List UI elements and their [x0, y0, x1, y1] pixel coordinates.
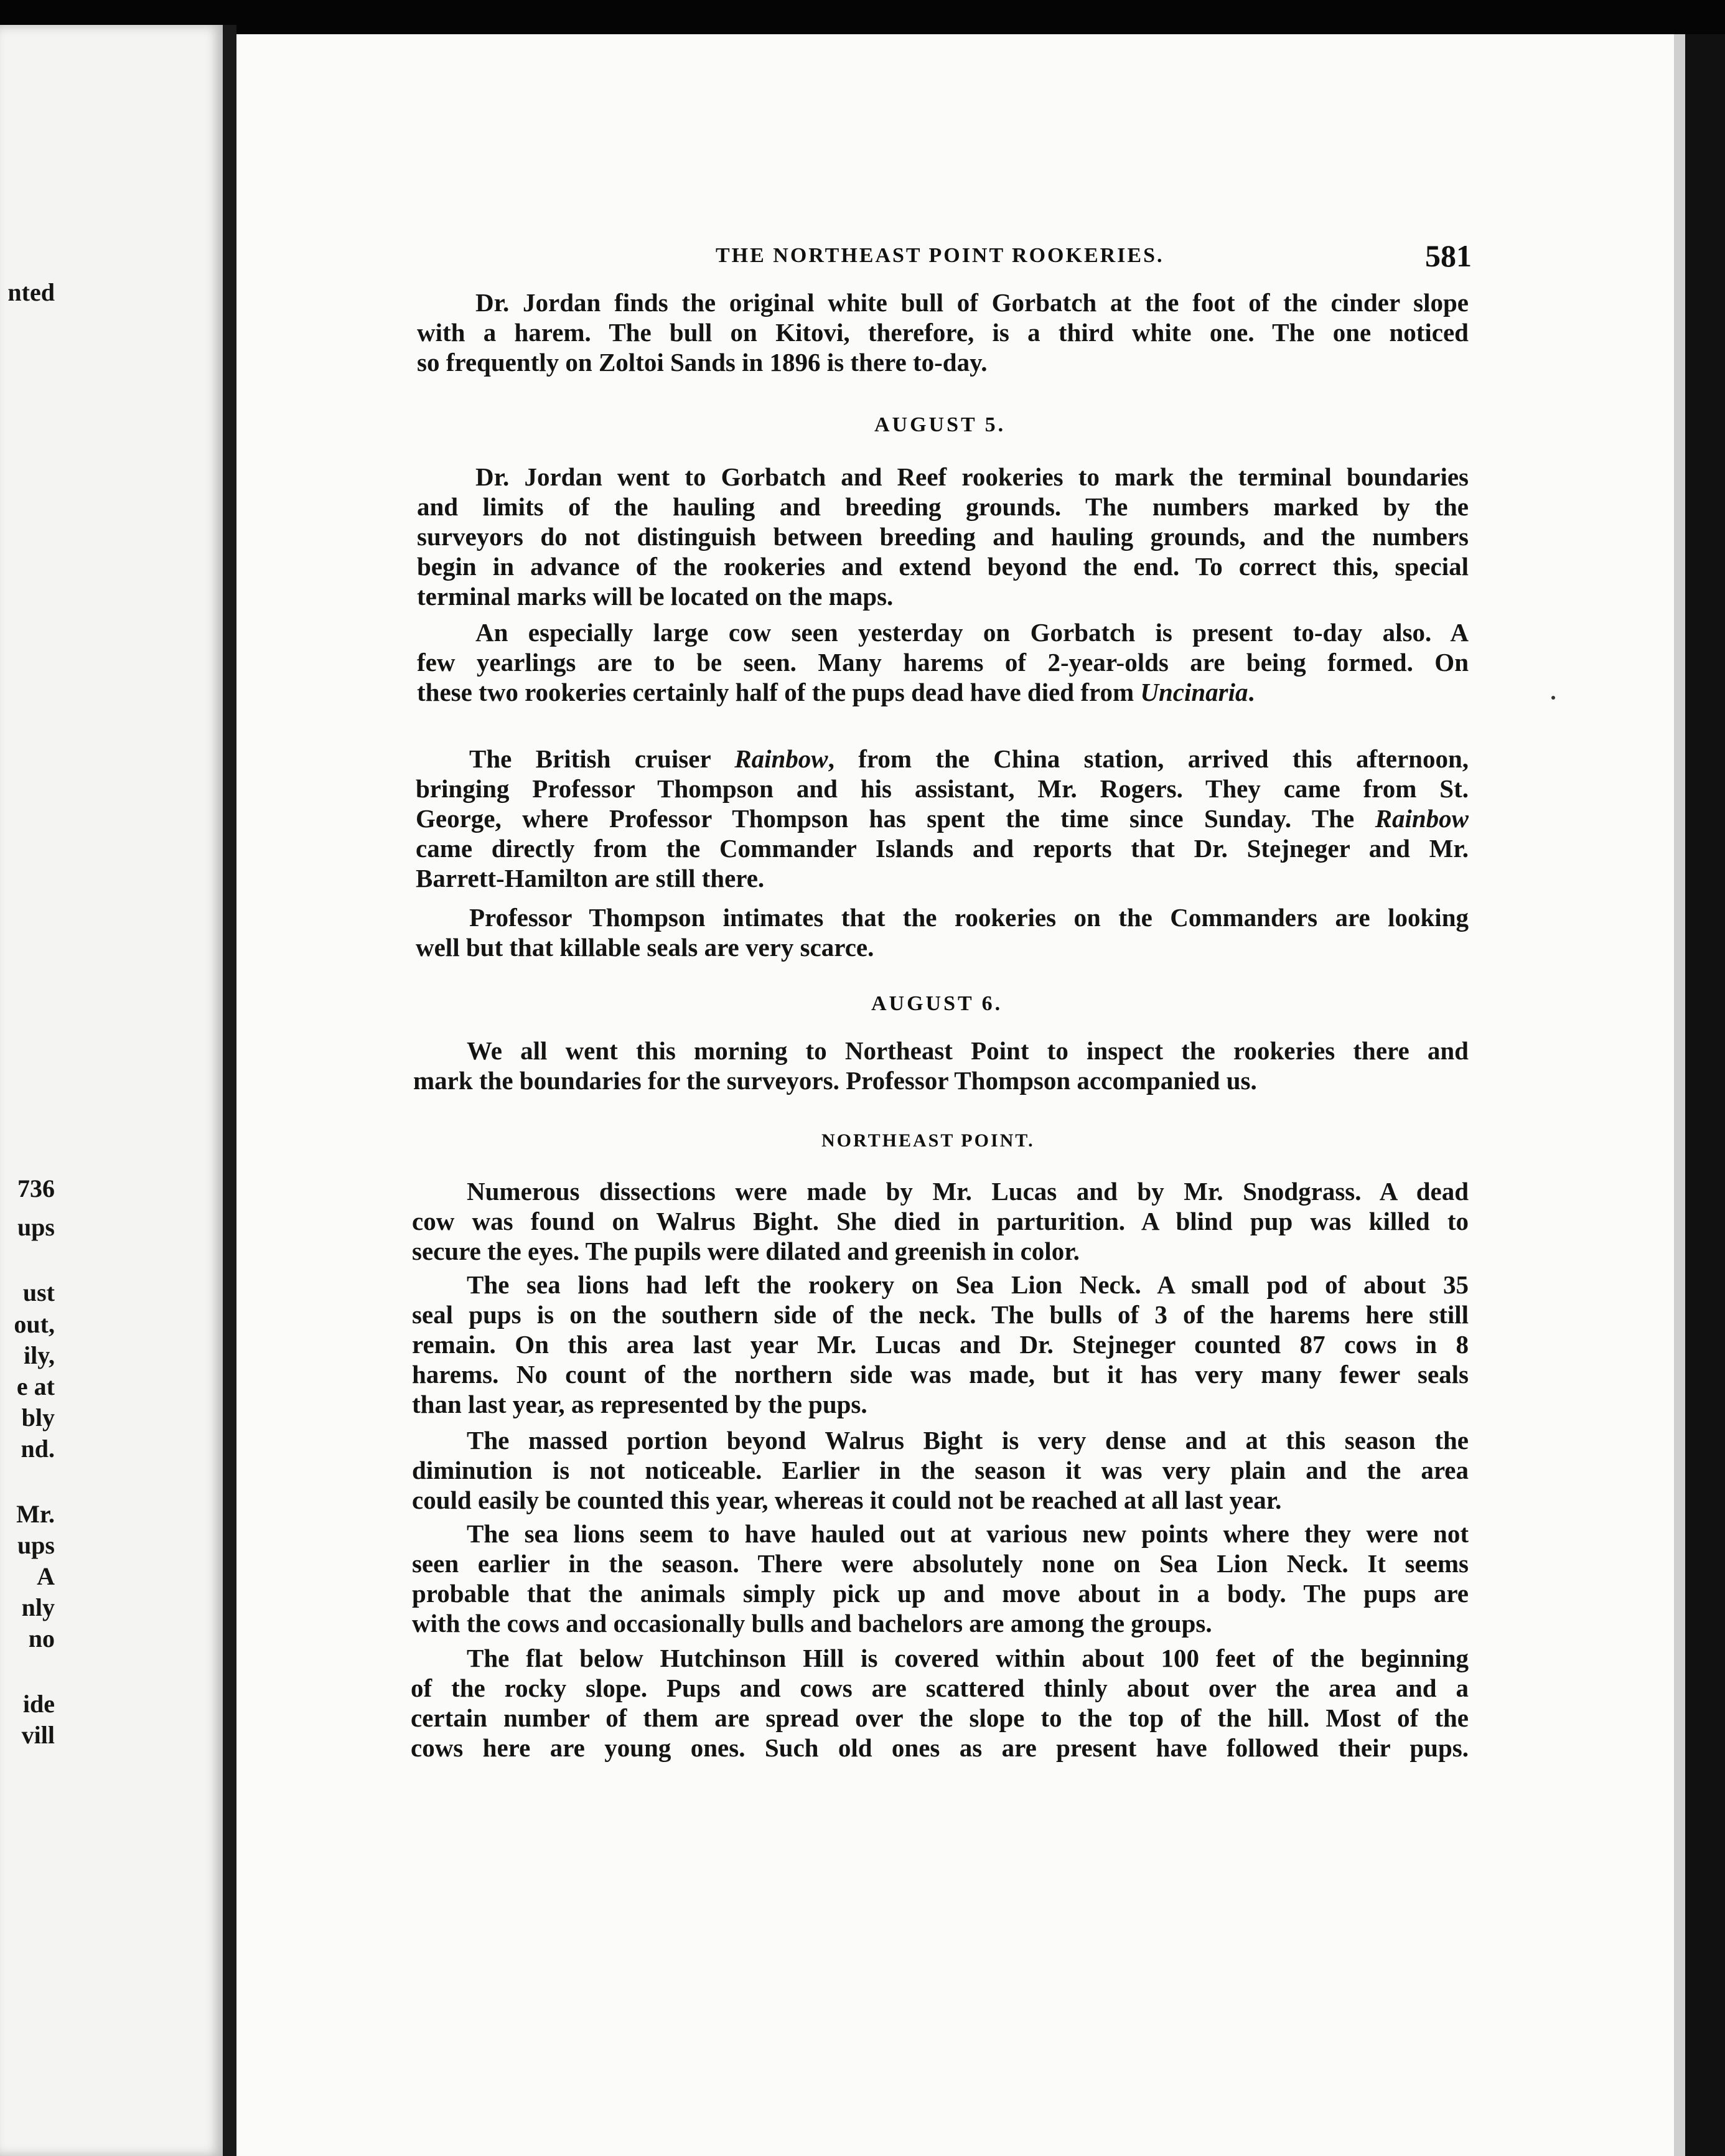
left-fragment: bly	[21, 1404, 55, 1432]
text-line: certain number of them are spread over the slope to the top of the hill. Most of the	[411, 1704, 1469, 1732]
paragraph	[417, 617, 1469, 707]
text-line: surveyors do not distinguish between breeding and hauling grounds, and the numbers	[417, 522, 1469, 551]
left-fragment: e at	[16, 1372, 55, 1400]
text-line: begin in advance of the rookeries and extend beyond the end. To correct this, special	[417, 552, 1469, 581]
text-line: The sea lions had left the rookery on Sea Lion Neck. A small pod of about 35	[467, 1270, 1469, 1299]
left-fragment: 736	[17, 1174, 55, 1202]
text-line: We all went this morning to Northeast Point to inspect the rookeries there and	[467, 1036, 1469, 1065]
text-line: seal pups is on the southern side of the neck. The bulls of 3 of the harems here still	[412, 1300, 1469, 1329]
subsection-heading: NORTHEAST POINT.	[821, 1130, 1035, 1151]
page-number: 581	[1425, 238, 1472, 273]
text-line: Dr. Jordan went to Gorbatch and Reef rookeries to mark the terminal boundaries	[475, 462, 1469, 491]
paragraph	[412, 1270, 1469, 1419]
left-fragment: ily,	[23, 1341, 55, 1369]
left-fragment: ups	[17, 1213, 55, 1241]
text-line: so frequently on Zoltoi Sands in 1896 is there to-day.	[417, 348, 988, 377]
page-edge	[1674, 34, 1725, 2156]
text-line: The massed portion beyond Walrus Bight is very dense and at this season the	[467, 1426, 1469, 1455]
text-line: Professor Thompson intimates that the rookeries on the Commanders are looking	[469, 903, 1469, 932]
paragraph	[412, 1519, 1469, 1638]
text-line: remain. On this area last year Mr. Lucas and Dr. Stejneger counted 87 cows in 8	[412, 1330, 1469, 1359]
text-line: with the cows and occasionally bulls and bachelors are among the groups.	[412, 1609, 1212, 1638]
text-line: these two rookeries certainly half of the pups dead have died from Uncinaria.	[417, 678, 1255, 706]
paragraph	[412, 1176, 1469, 1266]
running-title: THE NORTHEAST POINT ROOKERIES.	[716, 244, 1164, 267]
left-fragment: nted	[7, 278, 55, 306]
text-line: of the rocky slope. Pups and cows are scattered thinly about over the area and a	[411, 1674, 1469, 1702]
text-line: Dr. Jordan finds the original white bull of Gorbatch at the foot of the cinder slope	[475, 288, 1469, 317]
left-fragment: Mr.	[16, 1500, 55, 1528]
text-line: came directly from the Commander Islands and reports that Dr. Stejneger and Mr.	[416, 834, 1469, 863]
text-line: Barrett-Hamilton are still there.	[416, 864, 765, 893]
left-fragment: vill	[21, 1721, 55, 1749]
section-heading: AUGUST 5.	[874, 413, 1006, 436]
text-line: An especially large cow seen yesterday on Gorbatch is present to-day also. A	[475, 618, 1469, 647]
text-line: and limits of the hauling and breeding grounds. The numbers marked by the	[417, 492, 1469, 521]
scan-speck	[1551, 696, 1555, 700]
paragraph	[417, 288, 1469, 377]
text-line: diminution is not noticeable. Earlier in the season it was very plain and the area	[412, 1456, 1469, 1484]
text-line: probable that the animals simply pick up and move about in a body. The pups are	[412, 1579, 1469, 1608]
text-line: George, where Professor Thompson has spent the time since Sunday. The Rainbow	[416, 804, 1469, 833]
left-fragment: out,	[14, 1310, 55, 1338]
text-line: than last year, as represented by the pups.	[412, 1390, 867, 1418]
text-line: cows here are young ones. Such old ones as are present have followed their pups.	[411, 1733, 1469, 1762]
paragraph	[411, 1643, 1469, 1763]
paragraph	[416, 744, 1469, 893]
text-line: seen earlier in the season. There were absolutely none on Sea Lion Neck. It seems	[412, 1549, 1469, 1578]
text-line: The sea lions seem to have hauled out at various new points where they were not	[467, 1519, 1469, 1548]
text-line: with a harem. The bull on Kitovi, therefore, is a third white one. The one noticed	[417, 318, 1469, 347]
text-line: bringing Professor Thompson and his assistant, Mr. Rogers. They came from St.	[416, 774, 1469, 803]
left-page	[0, 25, 223, 2156]
book-gutter	[223, 25, 236, 2156]
text-line: The British cruiser Rainbow, from the China station, arrived this afternoon,	[469, 744, 1469, 773]
text-line: mark the boundaries for the surveyors. Professor Thompson accompanied us.	[413, 1066, 1257, 1095]
text-line: few yearlings are to be seen. Many harems of 2-year-olds are being formed. On	[417, 648, 1469, 677]
section-heading: AUGUST 6.	[871, 992, 1003, 1015]
text-line: cow was found on Walrus Bight. She died in parturition. A blind pup was killed to	[412, 1207, 1469, 1235]
left-page-text-fragments	[0, 25, 223, 2156]
text-line: terminal marks will be located on the maps.	[417, 582, 894, 611]
left-fragment: ups	[17, 1531, 55, 1559]
text-line: could easily be counted this year, whereas it could not be reached at all last year.	[412, 1486, 1282, 1514]
paragraph	[413, 1036, 1469, 1095]
scan-background	[0, 0, 1725, 37]
paragraph	[416, 902, 1469, 962]
left-fragment: nd.	[21, 1435, 55, 1463]
text-line: harems. No count of the northern side was made, but it has very many fewer seals	[412, 1360, 1469, 1389]
paragraph	[417, 462, 1469, 611]
left-fragment: nly	[21, 1593, 55, 1621]
left-fragment: ust	[22, 1278, 55, 1306]
text-line: The flat below Hutchinson Hill is covered within about 100 feet of the beginning	[467, 1644, 1469, 1672]
text-line: well but that killable seals are very scarce.	[416, 933, 874, 962]
left-fragment: A	[37, 1562, 55, 1590]
left-fragment: no	[28, 1624, 55, 1652]
paragraph	[412, 1425, 1469, 1515]
text-line: secure the eyes. The pupils were dilated and greenish in color.	[412, 1237, 1080, 1265]
text-line: Numerous dissections were made by Mr. Lucas and by Mr. Snodgrass. A dead	[467, 1177, 1469, 1206]
left-fragment: ide	[22, 1690, 55, 1718]
